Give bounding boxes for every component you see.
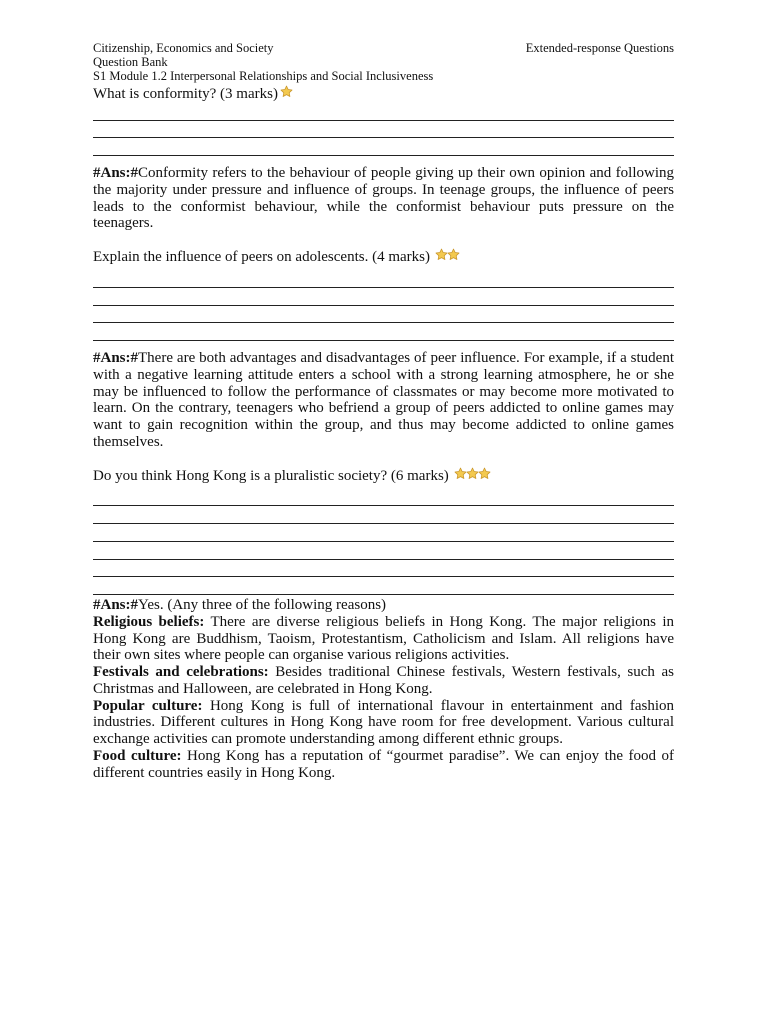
page-header xyxy=(93,41,674,83)
difficulty-stars xyxy=(454,470,490,483)
answer-line xyxy=(93,524,674,542)
answer-2 xyxy=(93,350,674,451)
bank-title: Question Bank xyxy=(93,55,168,69)
reason-label: Food culture: xyxy=(93,748,182,765)
answer-lines xyxy=(93,270,674,341)
reason-label: Religious beliefs: xyxy=(93,613,205,630)
question-3 xyxy=(93,468,674,485)
answer-line xyxy=(93,103,674,121)
reason-item xyxy=(93,614,674,664)
answer-line xyxy=(93,121,674,139)
answer-line xyxy=(93,323,674,341)
answer-line xyxy=(93,489,674,507)
question-2-text: Explain the influence of peers on adolescents. (4 marks) xyxy=(93,249,430,266)
answer-line xyxy=(93,506,674,524)
answer-lines xyxy=(93,103,674,156)
answer-line xyxy=(93,542,674,560)
module-title: S1 Module 1.2 Interpersonal Relationships and Social Inclusiveness xyxy=(93,69,434,83)
answer-line xyxy=(93,577,674,595)
answer-1 xyxy=(93,165,674,232)
reason-item xyxy=(93,748,674,782)
answer-prefix: #Ans:# xyxy=(93,350,139,366)
section-title: Extended-response Questions xyxy=(525,41,674,55)
reason-item xyxy=(93,698,674,748)
difficulty-stars xyxy=(435,251,459,264)
reason-label: Popular culture: xyxy=(93,697,203,714)
subject-title: Citizenship, Economics and Society xyxy=(93,41,274,55)
question-2 xyxy=(93,249,674,266)
worksheet-page xyxy=(93,41,674,782)
reason-label: Festivals and celebrations: xyxy=(93,664,269,681)
answer-line xyxy=(93,270,674,288)
star-icon xyxy=(280,85,293,98)
question-3-text: Do you think Hong Kong is a pluralistic society? (6 marks) xyxy=(93,467,449,484)
star-icon xyxy=(447,248,460,261)
question-1 xyxy=(93,86,674,103)
reason-text: There are diverse religious beliefs in Hong Kong. The major religions in Hong Kong are Buddhism, Taoism, Protestantism, Catholicism and Islam. All religions have their own sites where people can organise various religions activities. xyxy=(93,613,674,664)
question-1-text: What is conformity? (3 marks) xyxy=(93,86,278,102)
answer-lines xyxy=(93,489,674,595)
answer-3-text: Yes. (Any three of the following reasons) xyxy=(138,596,387,613)
star-icon xyxy=(478,467,491,480)
answer-prefix: #Ans:# xyxy=(93,165,139,182)
reason-text: Hong Kong has a reputation of “gourmet paradise”. We can enjoy the food of different countries easily in Hong Kong. xyxy=(93,748,674,781)
answer-line xyxy=(93,288,674,306)
answer-3 xyxy=(93,597,674,782)
reason-text: Besides traditional Chinese festivals, Western festivals, such as Christmas and Halloween, are celebrated in Hong Kong. xyxy=(93,664,674,697)
answer-2-text: There are both advantages and disadvantages of peer influence. For example, if a student with a negative learning attitude enters a school with a strong learning atmosphere, he or she may be influenced to follow the performance of classmates or may become more motivated to learn. On the contrary, teenagers who befriend a group of peers addicted to online games may want to gain recognition within the group, and thus may become addicted to online games themselves. xyxy=(93,350,674,450)
answer-line xyxy=(93,560,674,578)
answer-prefix: #Ans:# xyxy=(93,596,139,613)
answer-line xyxy=(93,138,674,156)
difficulty-stars xyxy=(280,88,292,101)
answer-1-text: Conformity refers to the behaviour of people giving up their own opinion and following the majority under pressure and influence of groups. In teenage groups, the influence of peers leads to the conformist behaviour, while the conformist behaviour puts pressure on the teenagers. xyxy=(93,165,674,232)
answer-line xyxy=(93,306,674,324)
reason-item xyxy=(93,664,674,698)
reason-text: Hong Kong is full of international flavour in entertainment and fashion industries. Different cultures in Hong Kong have room for free development. Various cultural exchange activities can promote understanding among different ethnic groups. xyxy=(93,697,675,748)
